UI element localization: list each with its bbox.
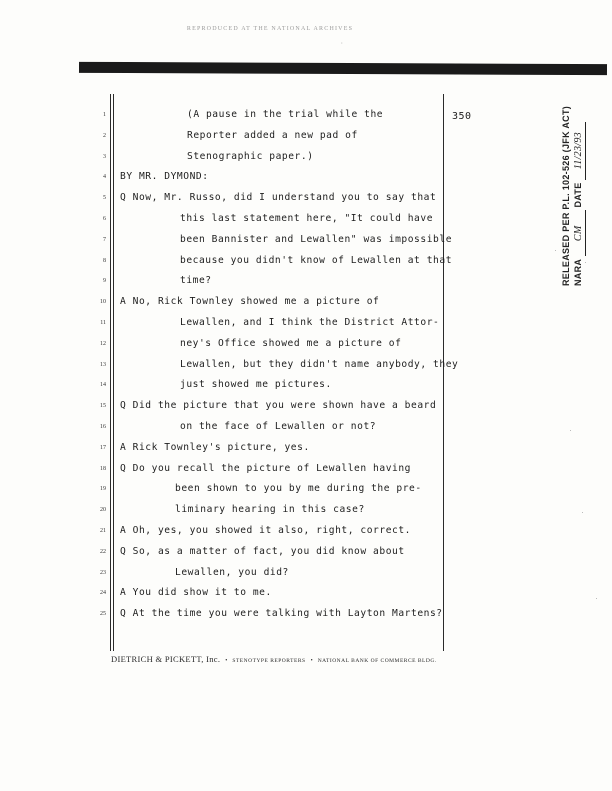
transcript-line [0, 192, 612, 208]
scan-speck [585, 262, 586, 263]
nara-initials: CM [573, 210, 586, 256]
footer-separator: • [225, 658, 228, 664]
line-number: 23 [100, 569, 106, 576]
line-number: 11 [100, 320, 106, 326]
line-number: 7 [103, 236, 106, 243]
footer-separator: • [310, 658, 313, 664]
transcript-line [0, 379, 612, 395]
line-number: 3 [103, 153, 106, 160]
scan-speck [555, 250, 556, 251]
line-number: 1 [103, 112, 106, 118]
line-text: just showed me pictures. [180, 379, 332, 391]
line-number: 17 [100, 444, 106, 451]
line-text: Q Now, Mr. Russo, did I understand you to say that [120, 192, 437, 204]
transcript-line [0, 234, 612, 250]
transcript-line [0, 109, 612, 125]
line-number: 22 [100, 548, 106, 555]
line-text: Q So, as a matter of fact, you did know about [120, 545, 405, 557]
line-number: 24 [100, 590, 106, 597]
line-text: Q Did the picture that you were shown have a beard [120, 400, 437, 412]
transcript-line [0, 567, 612, 583]
line-number: 19 [100, 486, 106, 493]
transcript-line [0, 587, 612, 603]
transcript-line [0, 171, 612, 187]
transcript-line [0, 213, 612, 229]
line-text: because you didn't know of Lewallen at that [180, 254, 453, 266]
transcript-line [0, 608, 612, 624]
line-number: 8 [103, 257, 106, 264]
bank-building-address: NATIONAL BANK OF COMMERCE BLDG. [317, 658, 437, 664]
transcript-line [0, 483, 612, 499]
line-number: 5 [103, 195, 106, 202]
line-number: 14 [100, 382, 106, 389]
line-text: Q Do you recall the picture of Lewallen having [120, 462, 411, 474]
nara-label: NARA [573, 259, 583, 286]
line-text: BY MR. DYMOND: [120, 171, 209, 183]
line-text: Reporter added a new pad of [187, 129, 358, 141]
line-number: 6 [103, 216, 106, 222]
transcript-line [0, 463, 612, 479]
reporter-footer [111, 649, 437, 667]
transcript-line [0, 546, 612, 562]
transcript-line [0, 275, 612, 291]
line-text: Q At the time you were talking with Layton Martens? [120, 608, 443, 620]
scan-mark: · [340, 40, 344, 47]
line-number: 18 [100, 465, 106, 472]
line-text: time? [180, 275, 212, 287]
line-number: 10 [100, 299, 106, 306]
reporting-firm-name: DIETRICH & PICKETT, Inc. [111, 654, 221, 664]
line-number: 15 [100, 403, 106, 410]
line-text: Lewallen, but they didn't name anybody, they [180, 358, 459, 370]
date-label: DATE [573, 182, 583, 208]
transcript-line [0, 151, 612, 167]
archive-reproduction-stamp: REPRODUCED AT THE NATIONAL ARCHIVES [186, 26, 354, 32]
page-number: 350 [452, 111, 472, 122]
line-text: been Bannister and Lewallen" was impossible [180, 233, 453, 245]
line-number: 12 [100, 340, 106, 347]
transcript-line [0, 421, 612, 437]
line-text: been shown to you by me during the pre- [175, 483, 422, 495]
line-number: 9 [103, 278, 106, 285]
transcript-line [0, 296, 612, 312]
release-stamp-text: RELEASED PER P.L. 102-526 (JFK ACT) [561, 105, 571, 286]
line-number: 21 [100, 528, 106, 534]
transcript-line [0, 525, 612, 541]
transcript-line [0, 504, 612, 520]
line-text: Lewallen, you did? [175, 566, 289, 578]
line-text: Stenographic paper.) [187, 150, 314, 162]
line-text: A You did show it to me. [120, 587, 272, 599]
line-number: 25 [100, 611, 106, 618]
transcript-line [0, 317, 612, 333]
release-stamp-nara-row [572, 106, 586, 286]
line-number: 13 [100, 361, 106, 368]
line-text: this last statement here, "It could have [180, 213, 434, 224]
scan-speck [570, 430, 571, 431]
line-text: Lewallen, and I think the District Attor- [180, 317, 440, 328]
line-number: 2 [103, 132, 106, 139]
line-number: 4 [103, 174, 106, 181]
scan-speck [596, 598, 597, 599]
line-text: (A pause in the trial while the [187, 109, 384, 120]
line-number: 20 [100, 507, 106, 514]
line-text: ney's Office showed me a picture of [180, 337, 402, 349]
transcript-line [0, 130, 612, 146]
line-number: 16 [100, 424, 106, 430]
transcript-line [0, 255, 612, 271]
scan-speck [582, 512, 583, 513]
line-text: A Rick Townley's picture, yes. [120, 441, 310, 453]
transcript-line [0, 400, 612, 416]
transcript-line [0, 359, 612, 375]
transcript-line [0, 338, 612, 354]
line-text: liminary hearing in this case? [175, 504, 365, 516]
line-text: A No, Rick Townley showed me a picture of [120, 296, 380, 308]
release-date: 11/23/93 [573, 122, 586, 180]
line-text: on the face of Lewallen or not? [180, 421, 377, 432]
line-text: A Oh, yes, you showed it also, right, correct. [120, 525, 411, 536]
stenotype-reporters-label: STENOTYPE REPORTERS [232, 658, 306, 664]
transcript-line [0, 442, 612, 458]
